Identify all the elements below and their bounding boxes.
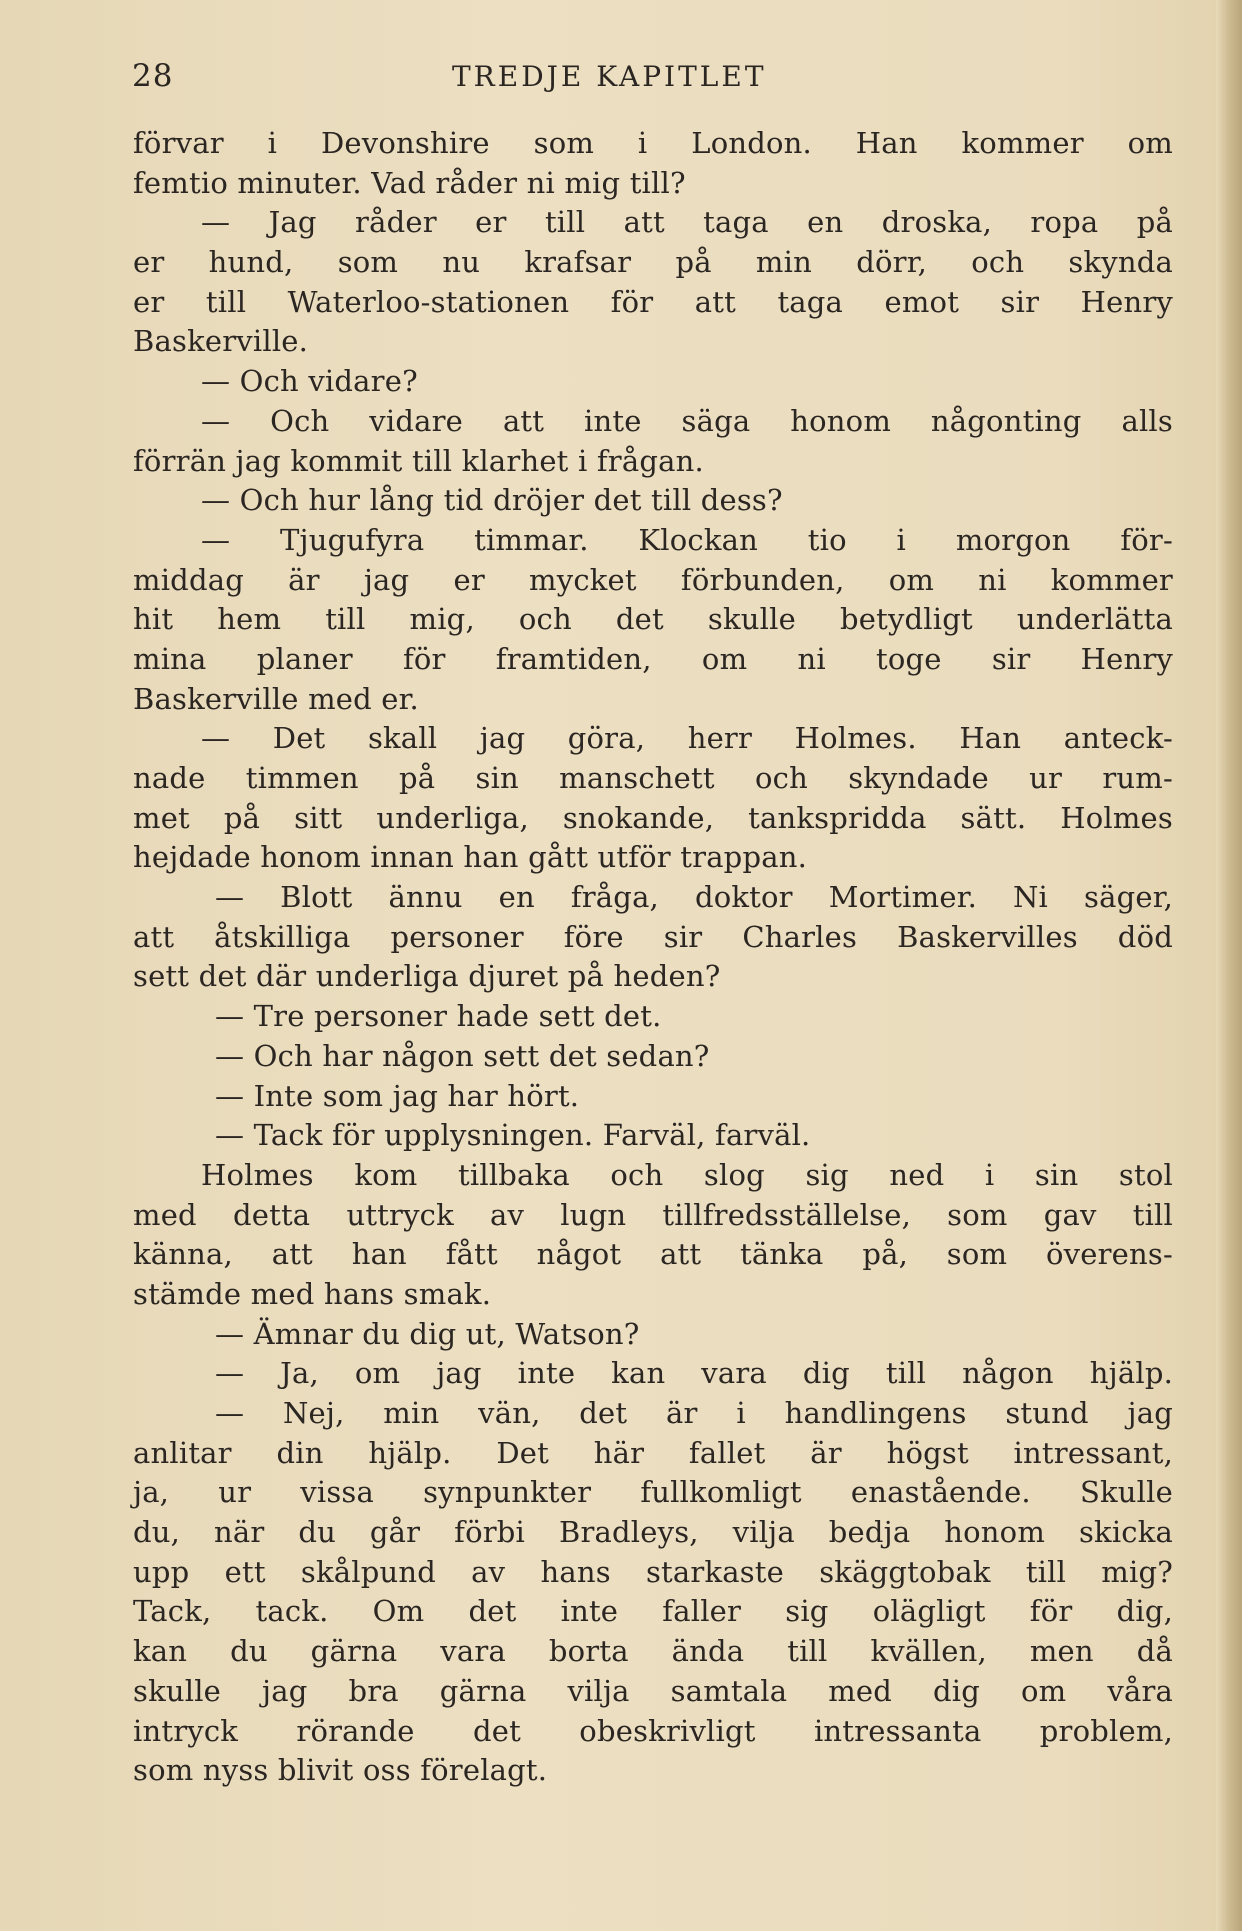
text-line: — Det skall jag göra, herr Holmes. Han anteck- (201, 721, 1173, 756)
text-line: middag är jag er mycket förbunden, om ni kommer (133, 562, 1173, 597)
text-line: med detta uttryck av lugn tillfredsställelse, som gav till (133, 1197, 1173, 1232)
text-line: stämde med hans smak. (133, 1276, 492, 1311)
text-line: mina planer för framtiden, om ni toge sir Henry (133, 641, 1173, 676)
text-line: — Tack för upplysningen. Farväl, farväl. (215, 1118, 811, 1153)
text-line: er hund, som nu krafsar på min dörr, och skynda (133, 245, 1173, 280)
text-line: Tack, tack. Om det inte faller sig olägligt för dig, (133, 1594, 1173, 1629)
text-line: — Nej, min vän, det är i handlingens stund jag (215, 1396, 1173, 1430)
text-line: — Och hur lång tid dröjer det till dess? (201, 483, 783, 518)
text-line: er till Waterloo-stationen för att taga emot sir Henry (133, 284, 1173, 319)
text-line: anlitar din hjälp. Det här fallet är högst intressant, (133, 1435, 1173, 1470)
page-header (132, 58, 1152, 104)
text-line: hit hem till mig, och det skulle betydligt underlätta (133, 602, 1173, 637)
text-line: — Tjugufyra timmar. Klockan tio i morgon för- (201, 522, 1173, 557)
text-line: intryck rörande det obeskrivligt intressanta problem, (133, 1713, 1173, 1748)
text-line: upp ett skålpund av hans starkaste skäggtobak till mig? (133, 1554, 1173, 1589)
text-line: femtio minuter. Vad råder ni mig till? (133, 165, 686, 200)
text-line: ja, ur vissa synpunkter fullkomligt enastående. Skulle (133, 1475, 1173, 1510)
text-line: känna, att han fått något att tänka på, som överens- (133, 1237, 1173, 1272)
text-line: — Inte som jag har hört. (215, 1078, 580, 1113)
running-head: TREDJE KAPITLET (452, 60, 767, 93)
body-text (133, 124, 1173, 1791)
text-line: — Och vidare att inte säga honom någonting alls (201, 403, 1173, 438)
text-line: förvar i Devonshire som i London. Han kommer om (133, 126, 1173, 160)
page-edge (1216, 0, 1242, 1931)
text-line: — Tre personer hade sett det. (215, 999, 662, 1034)
text-line: — Ja, om jag inte kan vara dig till någon hjälp. (215, 1356, 1173, 1391)
text-line: Baskerville med er. (133, 681, 419, 716)
text-line: sett det där underliga djuret på heden? (133, 959, 721, 994)
text-line: — Och har någon sett det sedan? (215, 1038, 710, 1073)
text-line: Holmes kom tillbaka och slog sig ned i sin stol (201, 1157, 1173, 1192)
text-line: förrän jag kommit till klarhet i frågan. (133, 443, 704, 478)
text-line: hejdade honom innan han gått utför trappan. (133, 840, 807, 875)
text-line: — Ämnar du dig ut, Watson? (215, 1316, 640, 1351)
text-line: kan du gärna vara borta ända till kvällen, men då (133, 1634, 1173, 1669)
text-line: som nyss blivit oss förelagt. (133, 1753, 548, 1788)
text-line: — Jag råder er till att taga en droska, ropa på (201, 205, 1173, 240)
text-line: — Blott ännu en fråga, doktor Mortimer. Ni säger, (215, 880, 1173, 915)
text-line: — Och vidare? (201, 364, 418, 399)
text-line: met på sitt underliga, snokande, tankspridda sätt. Holmes (133, 800, 1173, 835)
text-line: att åtskilliga personer före sir Charles Baskervilles död (133, 919, 1173, 954)
text-line: Baskerville. (133, 324, 309, 359)
text-line: du, när du går förbi Bradleys, vilja bedja honom skicka (133, 1515, 1173, 1550)
text-line: nade timmen på sin manschett och skyndade ur rum- (133, 761, 1173, 795)
text-line: skulle jag bra gärna vilja samtala med dig om våra (133, 1673, 1173, 1708)
page-number: 28 (132, 58, 174, 94)
